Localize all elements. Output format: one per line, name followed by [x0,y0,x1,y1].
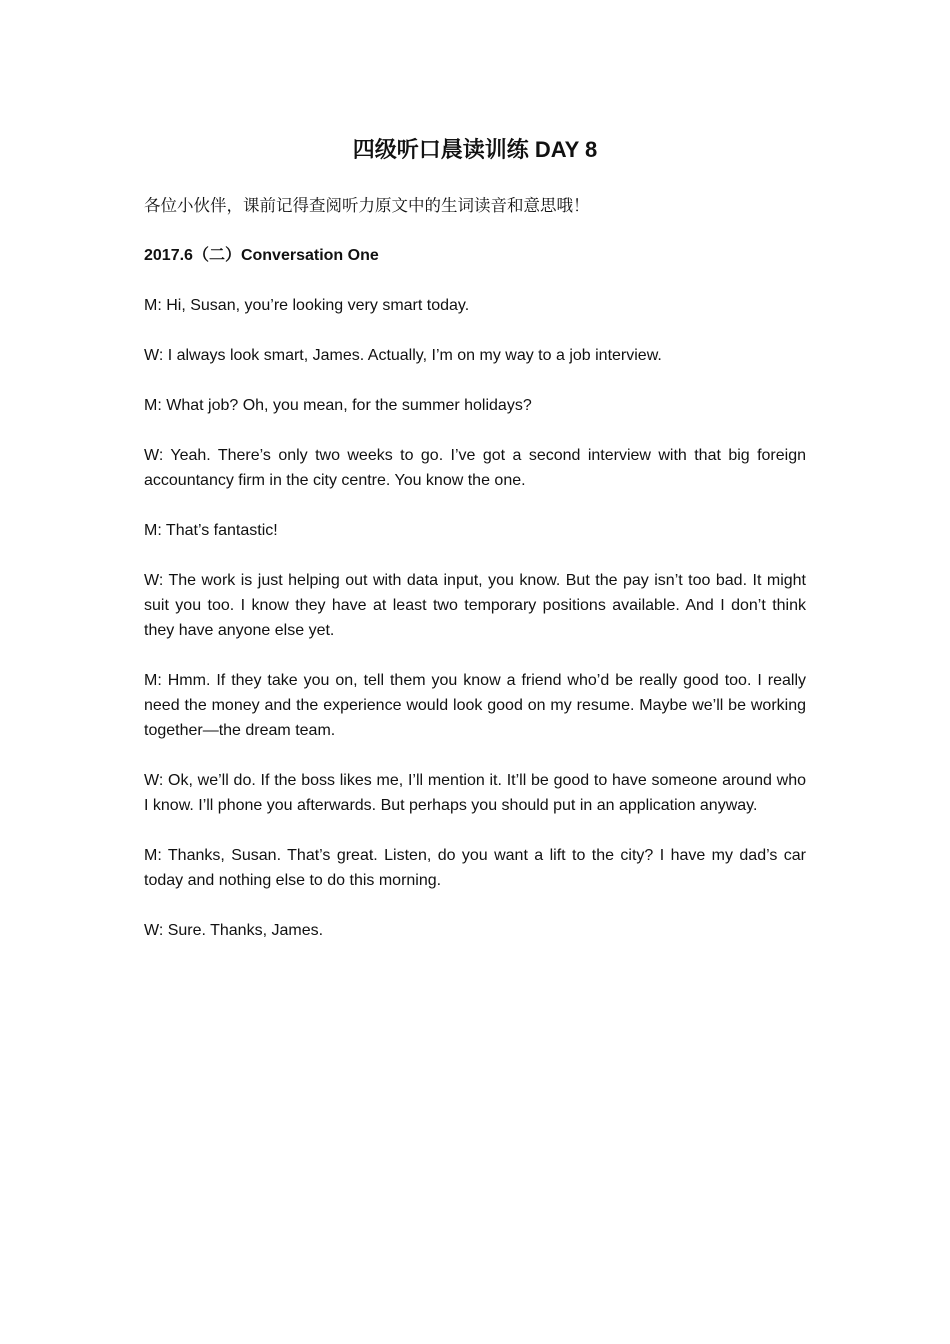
dialogue-line: M: Hi, Susan, you’re looking very smart today. [144,297,470,314]
intro-note: 各位小伙伴，课前记得查阅听力原文中的生词读音和意思哦！ [144,196,590,215]
section-heading: 2017.6（二）Conversation One [144,247,379,264]
dialogue-line: M: What job? Oh, you mean, for the summer holidays? [144,397,532,414]
dialogue-line: M: That’s fantastic! [144,522,278,539]
dialogue-line: W: Yeah. There’s only two weeks to go. I’ve got a second interview with that big foreign accountancy firm in the city centre. You know the one. [144,447,806,489]
document-body [144,132,806,968]
dialogue-line: W: Ok, we’ll do. If the boss likes me, I’ll mention it. It’ll be good to have someone around who I know. I’ll phone you afterwards. But perhaps you should put in an application anyway. [144,772,806,814]
dialogue-line: W: The work is just helping out with data input, you know. But the pay isn’t too bad. It might suit you too. I know they have at least two temporary positions available. And I don’t think they have anyone else yet. [144,572,806,639]
dialogue-line: W: Sure. Thanks, James. [144,922,324,939]
dialogue-line: W: I always look smart, James. Actually, I’m on my way to a job interview. [144,347,662,364]
dialogue-line: M: Hmm. If they take you on, tell them you know a friend who’d be really good too. I really need the money and the experience would look good on my resume. Maybe we’ll be working together—the dream team. [144,672,806,739]
dialogue-line: M: Thanks, Susan. That’s great. Listen, do you want a lift to the city? I have my dad’s car today and nothing else to do this morning. [144,847,806,889]
page-title: 四级听口晨读训练 DAY 8 [352,137,598,162]
